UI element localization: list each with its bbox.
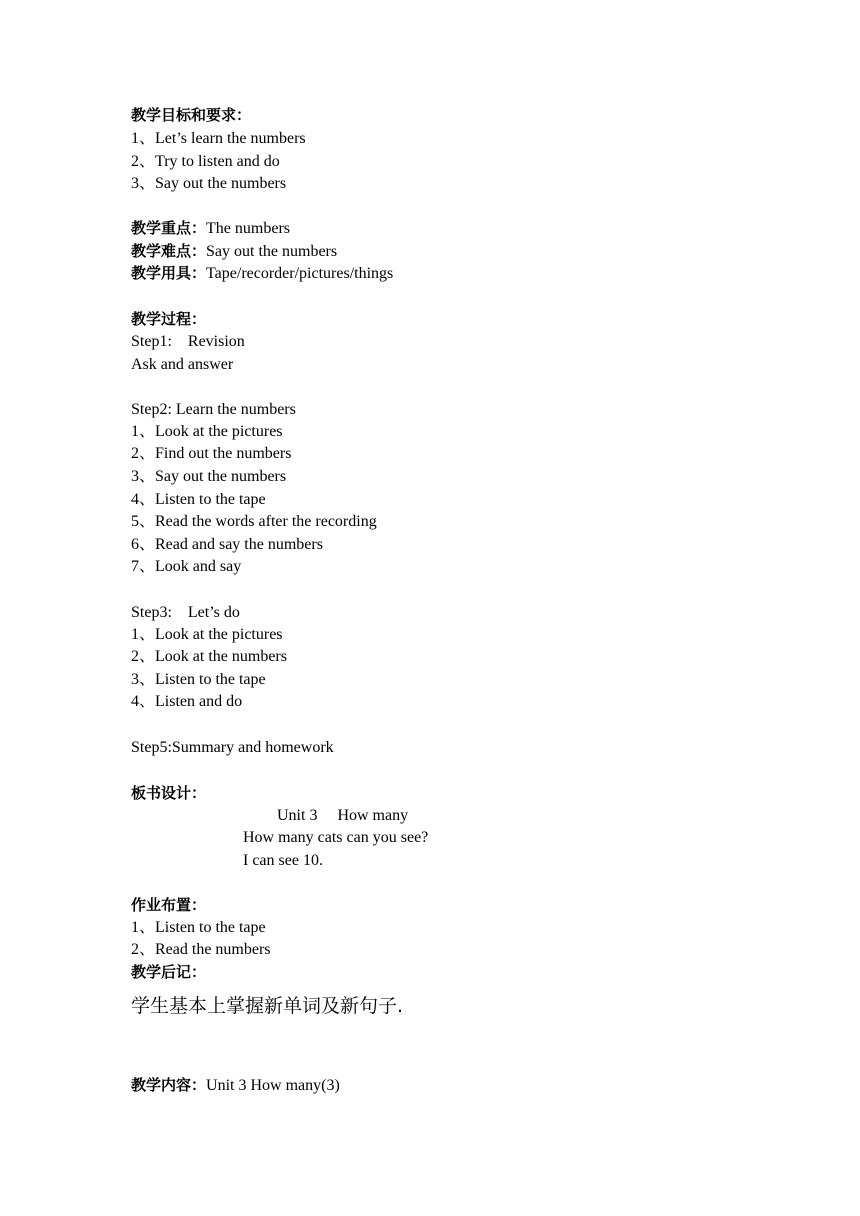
content-row [131, 1075, 340, 1096]
step2-item: 2、Find out the numbers [131, 445, 292, 462]
tools-label: 教学用具： [131, 264, 207, 282]
step3-item: 3、Listen to the tape [131, 671, 266, 688]
goals-heading: 教学目标和要求： [131, 106, 252, 124]
step3-item: 4、Listen and do [131, 693, 243, 710]
step5-title: Step5:Summary and homework [131, 739, 334, 756]
step3-title: Step3: Let’s do [131, 604, 240, 621]
step2-item: 5、Read the words after the recording [131, 513, 377, 530]
key-point-label: 教学重点： [131, 219, 207, 237]
homework-item: 1、Listen to the tape [131, 919, 266, 936]
goal-item: 1、Let’s learn the numbers [131, 130, 306, 147]
reflection-text: 学生基本上掌握新单词及新句子. [131, 995, 404, 1017]
step3-item: 2、Look at the numbers [131, 648, 287, 665]
board-line: How many cats can you see? [243, 829, 429, 846]
step2-item: 1、Look at the pictures [131, 423, 283, 440]
step1-title: Step1: Revision [131, 333, 245, 350]
board-line: I can see 10. [243, 852, 323, 869]
step3-item: 1、Look at the pictures [131, 626, 283, 643]
reflection-heading: 教学后记： [131, 963, 207, 981]
key-point-value: The numbers [206, 220, 290, 237]
step2-item: 7、Look and say [131, 558, 242, 575]
difficulty-label: 教学难点： [131, 242, 207, 260]
board-heading: 板书设计： [131, 784, 207, 802]
key-point-row [131, 218, 290, 239]
step1-item: Ask and answer [131, 356, 234, 373]
step2-item: 6、Read and say the numbers [131, 536, 323, 553]
step2-item: 4、Listen to the tape [131, 491, 266, 508]
process-heading: 教学过程： [131, 310, 207, 328]
goal-item: 2、Try to listen and do [131, 153, 280, 170]
board-title: Unit 3 How many [277, 807, 409, 824]
step2-title: Step2: Learn the numbers [131, 401, 296, 418]
difficulty-value: Say out the numbers [206, 243, 338, 260]
content-label: 教学内容： [131, 1076, 207, 1094]
step2-item: 3、Say out the numbers [131, 468, 287, 485]
tools-row [131, 263, 393, 284]
content-value: Unit 3 How many(3) [206, 1077, 340, 1094]
tools-value: Tape/recorder/pictures/things [206, 265, 394, 282]
homework-heading: 作业布置： [131, 896, 207, 914]
goal-item: 3、Say out the numbers [131, 175, 287, 192]
homework-item: 2、Read the numbers [131, 941, 271, 958]
difficulty-row [131, 241, 337, 262]
